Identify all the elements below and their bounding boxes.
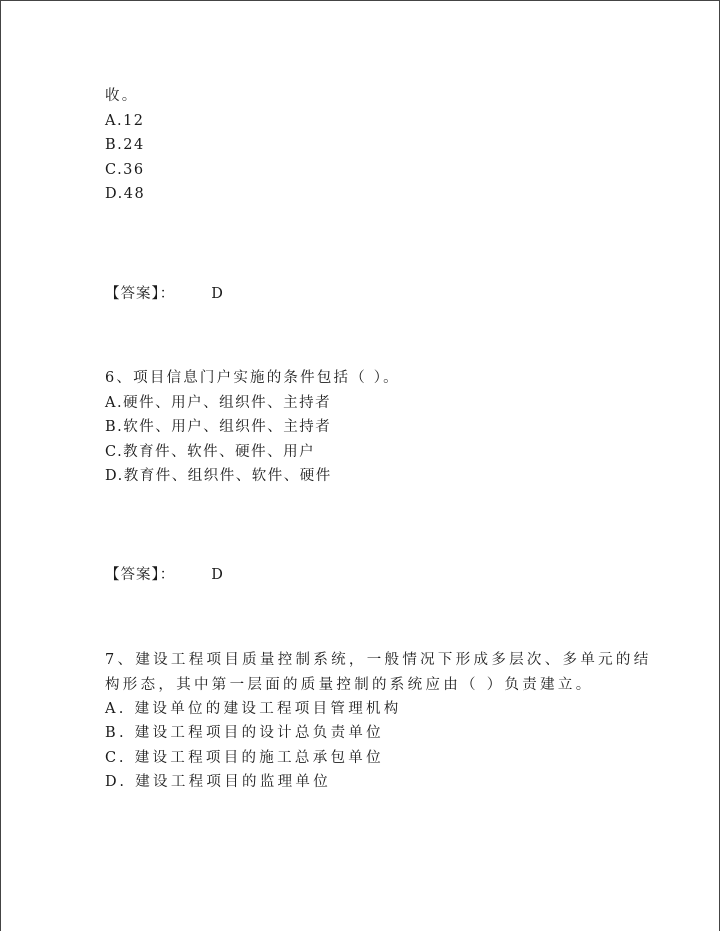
answer-block	[105, 565, 223, 585]
fragment-tail: 收。	[105, 88, 139, 104]
option-d: D.48	[105, 186, 146, 202]
answer-block	[105, 284, 223, 304]
option-a: A. 建设单位的建设工程项目管理机构	[105, 701, 402, 717]
option-b: B. 建设工程项目的设计总负责单位	[105, 725, 384, 741]
option-a: A.12	[105, 113, 145, 129]
option-b: B.24	[105, 137, 145, 153]
answer-value: D	[211, 286, 223, 302]
option-c: C.教育件、软件、硬件、用户	[105, 444, 316, 460]
question-stem: 6、项目信息门户实施的条件包括（ ）。	[105, 370, 400, 386]
question-stem-line-1: 7、建设工程项目质量控制系统，一般情况下形成多层次、多单元的结	[105, 652, 652, 668]
option-d: D.教育件、组织件、软件、硬件	[105, 468, 332, 484]
option-a: A.硬件、用户、组织件、主持者	[105, 395, 332, 411]
answer-label: 【答案】：	[105, 567, 176, 583]
option-c: C.36	[105, 162, 145, 178]
answer-value: D	[211, 567, 223, 583]
option-c: C. 建设工程项目的施工总承包单位	[105, 750, 384, 766]
question-stem-line-2: 构形态，其中第一层面的质量控制的系统应由（ ）负责建立。	[105, 677, 594, 693]
answer-label: 【答案】：	[105, 286, 176, 302]
option-d: D. 建设工程项目的监理单位	[105, 774, 332, 790]
option-b: B.软件、用户、组织件、主持者	[105, 419, 332, 435]
